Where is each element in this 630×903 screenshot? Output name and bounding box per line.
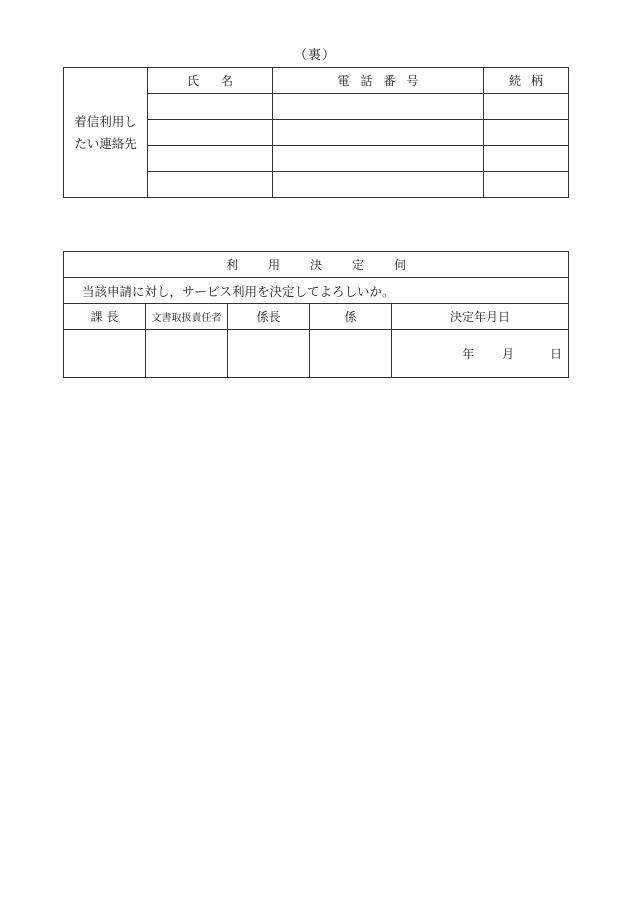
date-year-label: 年 [462, 347, 475, 361]
role-section-chief: 課 長 [64, 304, 146, 330]
role-subsection-chief: 係長 [228, 304, 310, 330]
contact-relationship-cell[interactable] [484, 172, 569, 198]
contact-name-cell[interactable] [148, 94, 273, 120]
date-day-label: 日 [549, 347, 562, 361]
decision-statement: 当該申請に対し，サービス利用を決定してよろしいか。 [64, 278, 569, 304]
decision-table [63, 251, 569, 378]
stamp-row [64, 330, 569, 378]
stamp-cell-staff[interactable] [310, 330, 392, 378]
contact-name-cell[interactable] [148, 146, 273, 172]
stamp-cell-document-officer[interactable] [146, 330, 228, 378]
header-phone: 電話番号 [273, 68, 484, 94]
contact-phone-cell[interactable] [273, 172, 484, 198]
contact-relationship-cell[interactable] [484, 120, 569, 146]
role-document-officer: 文書取扱責任者 [146, 304, 228, 330]
contact-phone-cell[interactable] [273, 146, 484, 172]
contact-relationship-cell[interactable] [484, 94, 569, 120]
role-staff: 係 [310, 304, 392, 330]
decision-title: 利用決定伺 [64, 252, 569, 278]
decision-date-cell[interactable] [392, 330, 569, 378]
contact-relationship-cell[interactable] [484, 146, 569, 172]
contact-phone-cell[interactable] [273, 120, 484, 146]
contact-name-cell[interactable] [148, 120, 273, 146]
contact-phone-cell[interactable] [273, 94, 484, 120]
contact-table [63, 67, 569, 198]
contact-side-label-line2: たい連絡先 [74, 135, 137, 151]
roles-row [64, 304, 569, 330]
decision-statement-row [64, 278, 569, 304]
contact-side-label-line1: 着信利用し [74, 113, 137, 129]
header-relationship: 続柄 [484, 68, 569, 94]
page-title: （裏） [293, 48, 336, 63]
decision-title-row [64, 252, 569, 278]
header-name: 氏名 [148, 68, 273, 94]
stamp-cell-section-chief[interactable] [64, 330, 146, 378]
date-month-label: 月 [502, 347, 515, 361]
stamp-cell-subsection-chief[interactable] [228, 330, 310, 378]
contact-side-label [64, 68, 148, 198]
contact-name-cell[interactable] [148, 172, 273, 198]
role-decision-date: 決定年月日 [392, 304, 569, 330]
contact-header-row [64, 68, 569, 94]
